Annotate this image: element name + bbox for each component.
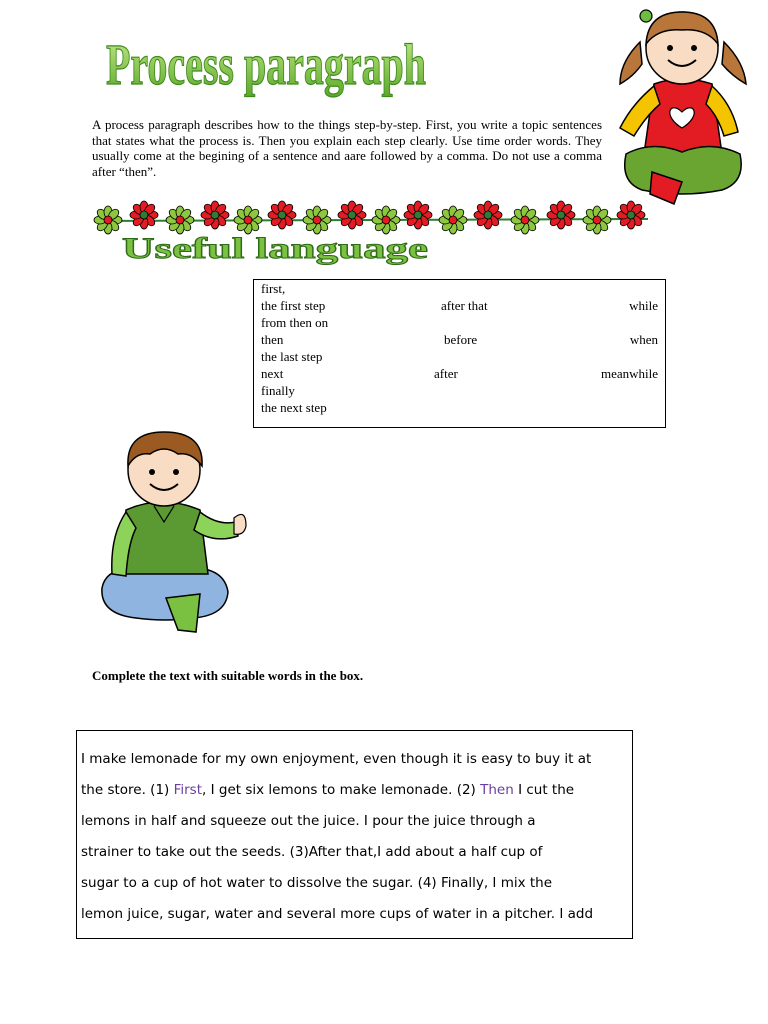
flower-icon: [474, 201, 502, 229]
word-item: the last step: [261, 349, 323, 364]
flower-icon: [94, 206, 122, 234]
answer-2: Then: [480, 782, 514, 798]
exercise-box: [76, 730, 633, 939]
page-title: [104, 28, 434, 98]
word-item: then: [261, 332, 284, 347]
flower-icon: [338, 201, 366, 229]
exercise-text: I cut the: [513, 782, 575, 798]
girl-illustration: [612, 4, 752, 214]
flower-icon: [583, 206, 611, 234]
exercise-line: strainer to take out the seeds. (3)After that,I add about a half cup of: [81, 844, 543, 860]
answer-1: First: [173, 782, 203, 798]
word-item: next: [261, 366, 284, 381]
intro-paragraph: A process paragraph describes how to the things step-by-step. First, you write a topic sentences that states what the process is. Then you explain each step clearly. Use time order words. They usually come at the begining of a sentence and aare followed by a comma. Do not use a comma after “then”.: [92, 117, 602, 179]
word-item: meanwhile: [600, 366, 658, 381]
flower-icon: [201, 201, 229, 229]
instruction-text: Complete the text with suitable words in the box.: [92, 668, 364, 683]
word-item: from then on: [261, 315, 329, 330]
flower-icon: [511, 206, 539, 234]
exercise-line: lemon juice, sugar, water and several more cups of water in a pitcher. I add: [81, 906, 594, 922]
flower-icon: [617, 201, 645, 229]
word-item: after that: [441, 298, 488, 313]
word-item: the next step: [261, 400, 327, 415]
boy-illustration: [96, 426, 256, 638]
useful-language-text: Useful language: [122, 232, 428, 265]
exercise-line: lemons in half and squeeze out the juice. I pour the juice through a: [81, 813, 536, 829]
word-item: first,: [261, 281, 286, 296]
word-item: the first step: [261, 298, 326, 313]
exercise-line: sugar to a cup of hot water to dissolve the sugar. (4) Finally, I mix the: [81, 875, 553, 891]
useful-language-heading: [120, 228, 440, 268]
flower-icon: [404, 201, 432, 229]
flower-icon: [130, 201, 158, 229]
exercise-line: I make lemonade for my own enjoyment, even though it is easy to buy it at: [81, 751, 592, 767]
flower-icon: [268, 201, 296, 229]
word-item: finally: [261, 383, 295, 398]
flower-icon: [439, 206, 467, 234]
flower-icon: [547, 201, 575, 229]
word-item: before: [444, 332, 478, 347]
exercise-text: the store. (1): [81, 782, 174, 798]
word-item: when: [629, 332, 658, 347]
word-item: after: [434, 366, 458, 381]
word-box: [253, 279, 666, 428]
word-item: while: [629, 298, 658, 313]
exercise-line: [81, 782, 574, 798]
exercise-text: , I get six lemons to make lemonade. (2): [202, 782, 481, 798]
title-text: Process paragraph: [106, 32, 426, 97]
